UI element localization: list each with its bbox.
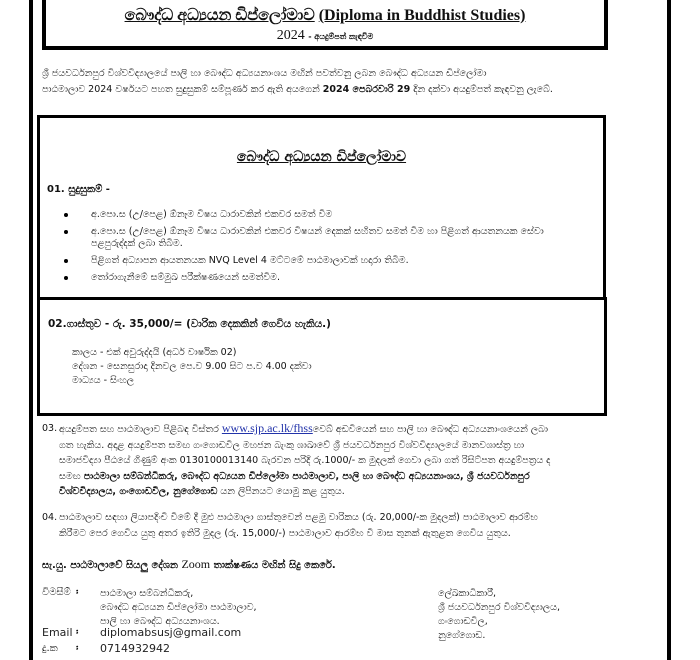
document-title (46, 7, 604, 25)
intro-line-2-end: දින දක්වා අයදුම්පත් කැඳවනු ලැබේ. (413, 84, 553, 95)
mailing-address-part-2: විශ්වවිද්‍යාලය, ගංගොඩවිල, නුගේගොඩ (59, 486, 218, 497)
subtitle-sinhala: - අයදුම්පත් කැඳවීම (308, 32, 374, 41)
qualification-item (64, 226, 584, 250)
para03-line-3: සමාජවිද්‍යා පීඨයේ ගිණුම් අංක 0130100013140 බැරවන පරිදි රු.1000/- ක මුදලක් ගෙවා ලබා ගත් රිසිට්පත අයදුම්පත්‍රය ද (59, 455, 551, 466)
para03-line-5-end: යන ලිපිනයට යොමු කළ යුතුය. (220, 486, 345, 497)
note-start: සැ.යු. පාඨමාලාවේ සියලු දේශන (42, 560, 178, 571)
course-details (72, 346, 312, 388)
bullet-icon (64, 276, 68, 280)
para03-line-4 (59, 469, 662, 485)
intro-paragraph (42, 66, 622, 98)
registrar-address (438, 587, 560, 643)
para03-line-2: ගත හැකිය. අදාළ අයදුම්පත සමඟ ගංගොඩවිල මහජන බැංකු ශාඛාවේ ශ්‍රී ජයවර්ධනපුර විශ්වවිද්‍යාලයේ මානවශාස්ත්‍ර හා (59, 439, 525, 451)
address-line: පාඨමාලා සම්බන්ධීකරු, (100, 588, 194, 599)
inquiry-separator: ፡ (76, 587, 79, 598)
coordinator-address (100, 587, 257, 629)
paragraph-number: 03. (42, 423, 58, 434)
para03-line-4-start: සමඟ (59, 470, 81, 482)
bullet-icon (64, 259, 68, 263)
phone-separator: ፡ (76, 643, 79, 654)
address-line: ලේඛකාධිකාරී, (438, 588, 496, 599)
qualification-item (64, 272, 584, 284)
bullet-icon (64, 213, 68, 217)
qualification-text: පිළිගත් අධ්‍යාපන ආයතනයක NVQ Level 4 මට්ටමේ පාඨමාලාවක් හදාරා තිබීම. (91, 255, 409, 266)
email-address[interactable]: diplomabsusj@gmail.com (100, 626, 242, 639)
page-frame-right-border (667, 0, 671, 660)
para03-line-1-end: වෙබ් අඩවියෙන් සහ පාලි හා බෞද්ධ අධ්‍යයනාංශයෙන් ලබා (312, 424, 549, 435)
note-end: තාක්ෂණය මඟින් සිදු කෙරේ. (213, 560, 336, 571)
paragraph-number: 04. (42, 512, 58, 523)
paragraph-04 (42, 510, 662, 541)
qualifications-list (64, 209, 584, 289)
phone-number: 0714932942 (100, 642, 170, 655)
paragraph-03 (42, 421, 662, 500)
note-zoom-word: Zoom (181, 557, 211, 571)
para04-line-2: කිරීමට පෙර ගෙවිය යුතු අතර ඉතිරි මුදල (රු. 15,000/-) පාඨමාලාව ආරම්භ වී මාස තුනක් ඇතුළත ගෙවිය යුතුය. (59, 527, 511, 539)
address-line: පාලි හා බෞද්ධ අධ්‍යයනාංශය. (100, 616, 220, 627)
para03-line-1 (59, 421, 662, 438)
email-separator: ፡ (76, 627, 79, 638)
email-label: Email (42, 626, 73, 639)
address-line: බෞද්ධ අධ්‍යයන ඩිප්ලෝමා පාඨමාලාව, (100, 602, 257, 613)
header-box (42, 0, 608, 50)
para04-line-1: පාඨමාලාව සඳහා ලියාපදිංචි වීමේ දී මුළු පාඨමාලා ගාස්තුවෙන් පළමු වාරිකය (රු. 20,000/-ක මුදලක්) පාඨමාලාව ආරම්භ (59, 512, 538, 523)
qualification-text: අ.පො.ස (උ/පෙළ) ඕනෑම විෂය ධාරාවකින් එකවර විෂයන් දෙකක් සහිතව සමත් වීම හා පිළිගත් ආයතනයක සේවා පළපුරුද්දක් ලබා තිබීම. (91, 226, 544, 249)
intro-line-2-start: පාඨමාලාව 2024 වර්ෂයට පහත සුදුසුකම් සම්පූර්ණ කර ඇති අයගෙන් (42, 84, 320, 95)
subtitle-year: 2024 (276, 28, 305, 43)
detail-duration: කාලය - එක් අවුරුද්දයි (අර්ධ වාර්ෂික 02) (72, 347, 237, 358)
address-line: ශ්‍රී ජයවර්ධනපුර විශ්වවිද්‍යාලය, (438, 602, 561, 613)
qualifications-heading: 01. සුදුසුකම් - (47, 184, 110, 195)
title-english: (Diploma in Buddhist Studies) (318, 7, 526, 24)
address-line: ගංගොඩවිල, (438, 616, 488, 627)
detail-medium: මාධ්‍යය - සිංහල (72, 375, 134, 386)
website-link[interactable]: www.sjp.ac.lk/fhss (221, 421, 313, 435)
zoom-note (42, 557, 336, 572)
detail-lectures: දේශන - සෙනසුරාදා දිනවල පෙ.ව 9.00 සිට ප.ව 4.00 දක්වා (72, 361, 312, 372)
document-subtitle (46, 28, 604, 45)
qualification-item (64, 255, 584, 267)
qualifications-box (37, 115, 606, 300)
mailing-address-part-1: පාඨමාලා සම්බන්ධීකරු, බෞද්ධ අධ්‍යයන ඩිප්ලෝමා පාඨමාලාව, පාලි හා බෞද්ධ අධ්‍යයනාංශය, ශ්‍රී ජයවර්ධනපුර (83, 470, 530, 482)
para03-line-5 (59, 484, 662, 500)
qualifications-box-title: බෞද්ධ අධ්‍යයන ඩිප්ලෝමාව (236, 149, 407, 165)
qualification-text: අ.පො.ස (උ/පෙළ) ඕනෑම විෂය ධාරාවකින් එකවර සමත් වීම (91, 209, 333, 220)
title-sinhala: බෞද්ධ අධ්‍යයන ඩිප්ලෝමාව (124, 7, 315, 24)
fees-box (37, 297, 607, 416)
intro-line-1: ශ්‍රී ජයවර්ධනපුර විශ්වවිද්‍යාලයේ පාලි හා බෞද්ධ අධ්‍යයනාංශය මඟින් පවත්වනු ලබන බෞද්ධ අධ්‍යයන ඩිප්ලෝමා (42, 68, 487, 79)
deadline-date: 2024 පෙබරවාරි 29 (322, 84, 411, 95)
bullet-icon (64, 230, 68, 234)
address-line: නුගේගොඩ. (438, 630, 486, 641)
inquiry-label: විමසීම් (42, 587, 71, 598)
qualification-item (64, 209, 584, 221)
phone-label: දු.ක (42, 643, 58, 654)
page-frame-left-border (29, 0, 33, 660)
qualification-text: තෝරාගැනීමේ සම්මුඛ පරීක්ෂණයෙන් සමත්වීම. (91, 272, 281, 283)
fees-heading: 02.ගාස්තුව - රු. 35,000/= (වාරික දෙකකින් ගෙවිය හැකිය.) (48, 318, 331, 330)
para03-line-1-start: අයදුම්පත සහ පාඨමාලාව පිළිබඳ විස්තර (59, 424, 219, 435)
intro-line-2 (42, 82, 622, 98)
